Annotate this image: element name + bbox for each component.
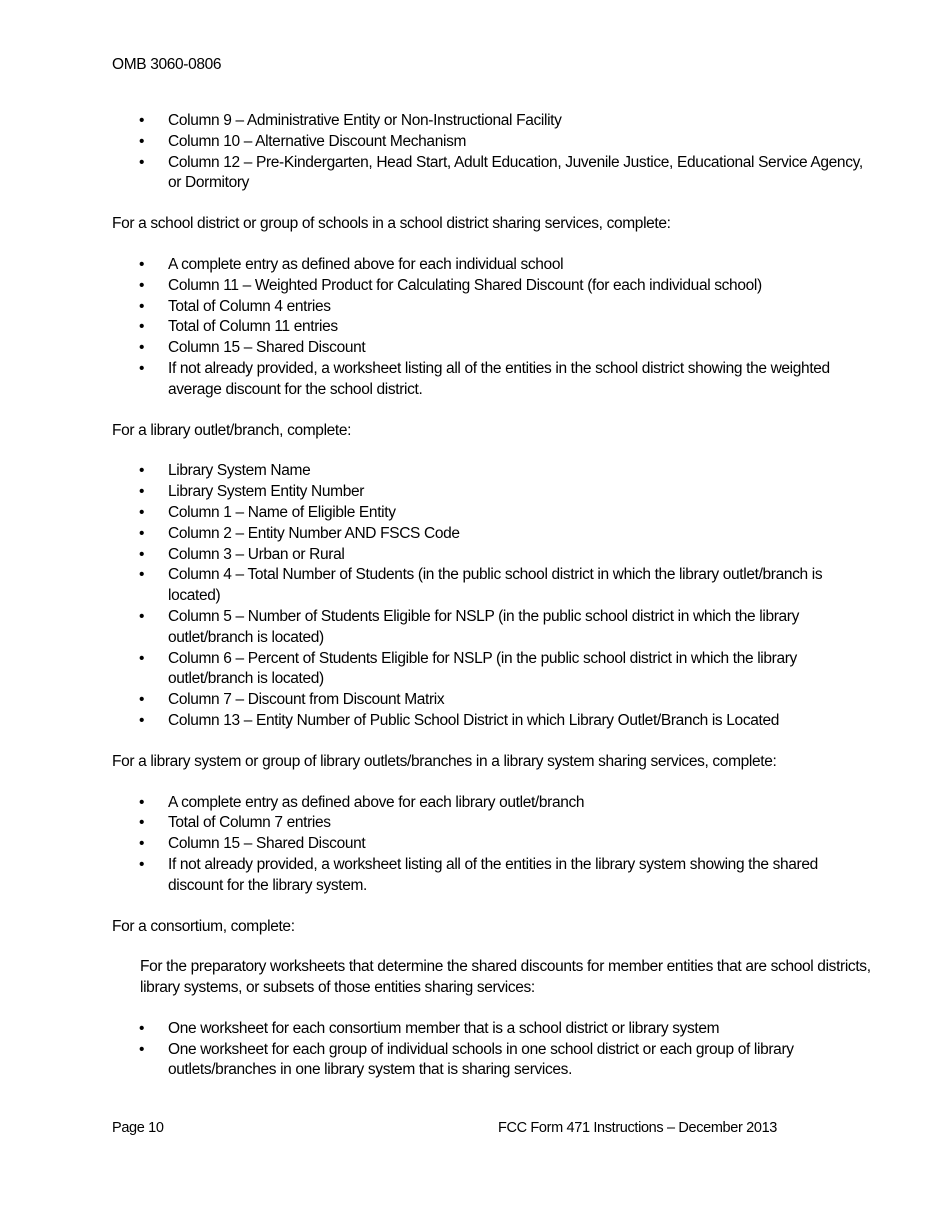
list-item: • Column 15 – Shared Discount <box>112 834 872 855</box>
list-item: • Total of Column 11 entries <box>112 317 872 338</box>
list-item: • Column 2 – Entity Number AND FSCS Code <box>112 524 872 545</box>
document-body <box>112 111 872 1081</box>
list-item: • A complete entry as defined above for each library outlet/branch <box>112 793 872 814</box>
list-item: • Column 11 – Weighted Product for Calculating Shared Discount (for each individual school) <box>112 276 872 297</box>
list-item: • If not already provided, a worksheet listing all of the entities in the school district showing the weighted average discount for the school district. <box>112 359 872 401</box>
list-item: • Column 7 – Discount from Discount Matrix <box>112 690 872 711</box>
list-item: • One worksheet for each consortium member that is a school district or library system <box>112 1019 872 1040</box>
library-outlet-list <box>112 461 872 731</box>
list-item: • Column 13 – Entity Number of Public School District in which Library Outlet/Branch is Located <box>112 711 872 732</box>
school-district-list <box>112 255 872 401</box>
list-item: • Column 4 – Total Number of Students (in the public school district in which the library outlet/branch is located) <box>112 565 872 607</box>
list-item: • If not already provided, a worksheet listing all of the entities in the library system showing the shared discount for the library system. <box>112 855 872 897</box>
list-item: • Column 3 – Urban or Rural <box>112 545 872 566</box>
list-item: • A complete entry as defined above for each individual school <box>112 255 872 276</box>
page-number: Page 10 <box>112 1120 164 1136</box>
library-system-heading: For a library system or group of library outlets/branches in a library system sharing services, complete: <box>112 752 777 770</box>
list-item: • Column 6 – Percent of Students Eligible for NSLP (in the public school district in which the library outlet/branch is located) <box>112 649 872 691</box>
school-district-heading: For a school district or group of schools in a school district sharing services, complete: <box>112 215 671 233</box>
list-item: • Column 1 – Name of Eligible Entity <box>112 503 872 524</box>
form-title-footer: FCC Form 471 Instructions – December 2013 <box>498 1120 777 1136</box>
list-item: • Column 9 – Administrative Entity or Non-Instructional Facility <box>112 111 872 132</box>
list-item: • Column 5 – Number of Students Eligible for NSLP (in the public school district in which the library outlet/branch is located) <box>112 607 872 649</box>
list-item: • Column 15 – Shared Discount <box>112 338 872 359</box>
library-outlet-heading: For a library outlet/branch, complete: <box>112 421 352 439</box>
list-item: • Library System Entity Number <box>112 482 872 503</box>
library-system-list <box>112 793 872 897</box>
omb-number: OMB 3060-0806 <box>112 56 222 73</box>
list-item: • Column 12 – Pre-Kindergarten, Head Start, Adult Education, Juvenile Justice, Educational Service Agency, or Dormitory <box>112 153 872 195</box>
list-item: • Library System Name <box>112 461 872 482</box>
consortium-heading: For a consortium, complete: <box>112 917 295 935</box>
top-bullet-list <box>112 111 872 194</box>
consortium-intro: For the preparatory worksheets that determine the shared discounts for member entities that are school districts, library systems, or subsets of those entities sharing services: <box>140 958 871 997</box>
list-item: • One worksheet for each group of individual schools in one school district or each group of library outlets/branches in one library system that is sharing services. <box>112 1040 872 1082</box>
list-item: • Total of Column 7 entries <box>112 813 872 834</box>
list-item: • Column 10 – Alternative Discount Mechanism <box>112 132 872 153</box>
consortium-list <box>112 1019 872 1081</box>
list-item: • Total of Column 4 entries <box>112 297 872 318</box>
